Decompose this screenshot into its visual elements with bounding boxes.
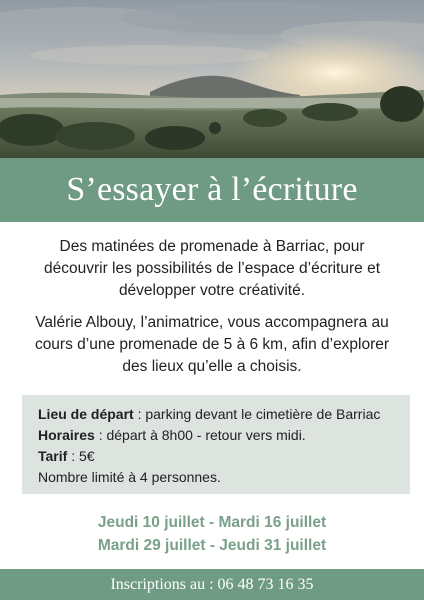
intro-paragraph: Des matinées de promenade à Barriac, pour découvrir les possibilités de l’espace d’écriture et développer votre créativité. <box>44 238 380 299</box>
inscriptions-phone: Inscriptions au : 06 48 73 16 35 <box>110 575 314 593</box>
dates-line-2: Mardi 29 juillet - Jeudi 31 juillet <box>97 537 327 554</box>
title-band <box>0 158 424 222</box>
tarif-value: : 5€ <box>67 448 95 464</box>
horaires-line <box>38 425 394 446</box>
tarif-line <box>38 446 394 467</box>
dates-block <box>0 511 424 557</box>
landscape-photo <box>0 0 424 158</box>
info-box <box>22 395 410 494</box>
depart-label: Lieu de départ <box>38 406 134 422</box>
flyer-title: S’essayer à l’écriture <box>66 171 358 208</box>
depart-line <box>38 404 394 425</box>
tarif-label: Tarif <box>38 448 68 464</box>
footer-band <box>0 569 424 600</box>
animatrice-paragraph: Valérie Albouy, l’animatrice, vous accompagnera au cours d’une promenade de 5 à 6 km, afin d’explorer des lieux qu’elle a choisis. <box>34 314 390 375</box>
horaires-value: : départ à 8h00 - retour vers midi. <box>94 427 306 443</box>
horaires-label: Horaires <box>38 427 95 443</box>
dates-line-1: Jeudi 10 juillet - Mardi 16 juillet <box>97 514 327 531</box>
limite-line: Nombre limité à 4 personnes. <box>38 469 221 485</box>
depart-value: : parking devant le cimetière de Barriac <box>133 406 381 422</box>
